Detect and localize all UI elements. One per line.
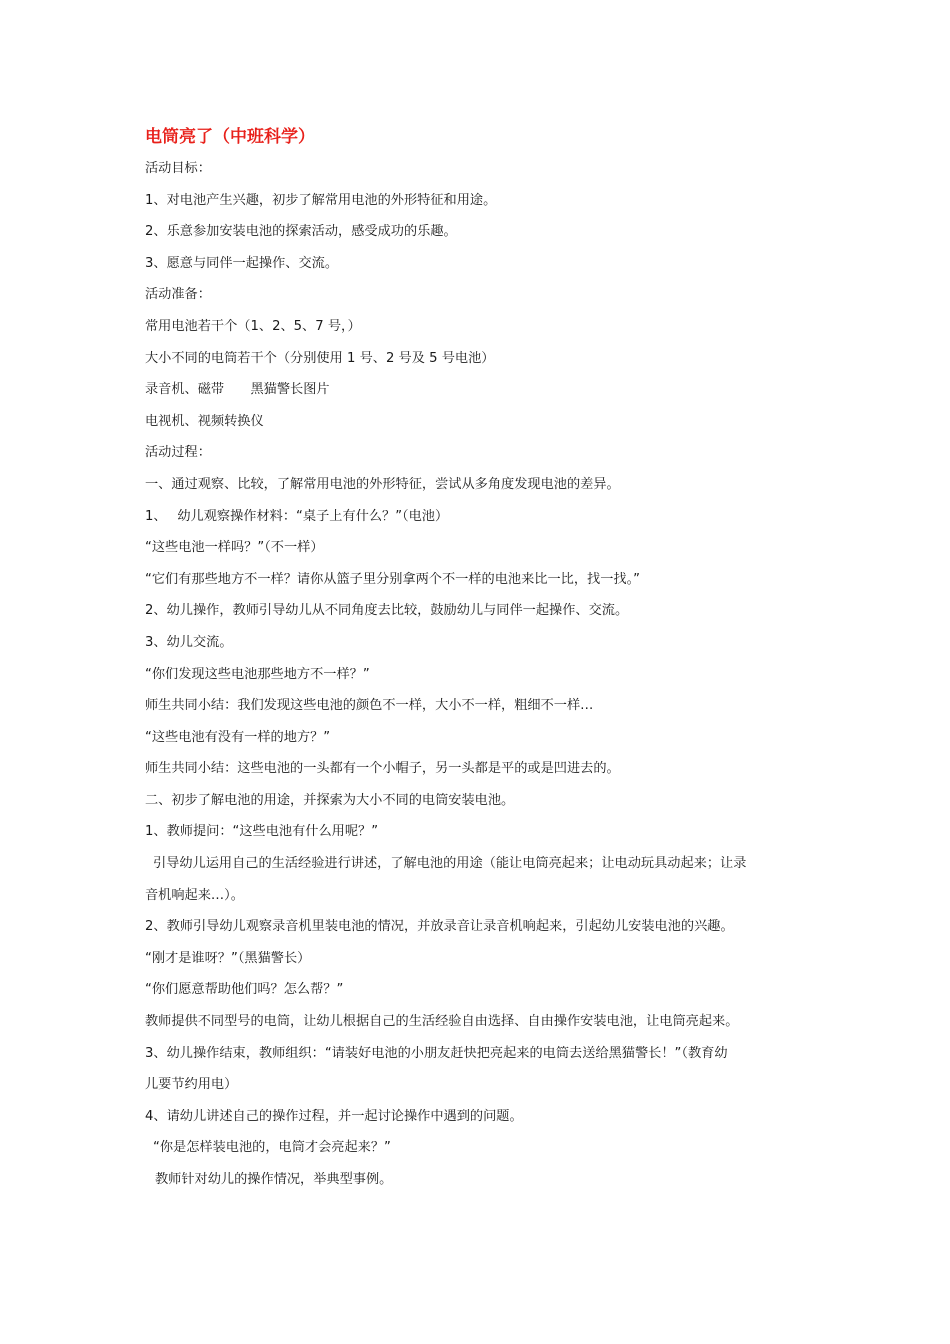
paragraph: 2、教师引导幼儿观察录音机里装电池的情况，并放录音让录音机响起来，引起幼儿安装电池的兴趣。 — [145, 919, 734, 935]
paragraph: “这些电池一样吗？”（不一样） — [145, 540, 324, 556]
paragraph: 2、幼儿操作，教师引导幼儿从不同角度去比较，鼓励幼儿与同伴一起操作、交流。 — [145, 603, 629, 619]
paragraph: 二、初步了解电池的用途，并探索为大小不同的电筒安装电池。 — [145, 792, 515, 808]
paragraph: 音机响起来…）。 — [145, 887, 244, 903]
paragraph: 1、 幼儿观察操作材料：“桌子上有什么？”（电池） — [145, 508, 449, 524]
paragraph: 教师针对幼儿的操作情况，举典型事例。 — [155, 1172, 393, 1187]
paragraph: “你们愿意帮助他们吗？怎么帮？” — [145, 982, 344, 998]
paragraph: 教师提供不同型号的电筒，让幼儿根据自己的生活经验自由选择、自由操作安装电池，让电筒亮起来。 — [145, 1014, 739, 1030]
paragraph: 儿要节约用电） — [145, 1077, 238, 1093]
paragraph: 常用电池若干个（1、2、5、7 号，） — [145, 318, 361, 334]
paragraph: 一、通过观察、比较，了解常用电池的外形特征，尝试从多角度发现电池的差异。 — [145, 476, 620, 492]
paragraph: 大小不同的电筒若干个（分别使用 1 号、2 号及 5 号电池） — [145, 350, 495, 366]
paragraph: “它们有那些地方不一样？请你从篮子里分别拿两个不一样的电池来比一比，找一找。” — [145, 571, 640, 587]
paragraph: 3、愿意与同伴一起操作、交流。 — [145, 255, 339, 271]
paragraph: 1、教师提问：“这些电池有什么用呢？” — [145, 824, 379, 840]
paragraph: 电视机、视频转换仪 — [145, 413, 264, 429]
document-page — [145, 124, 810, 1196]
paragraph: “这些电池有没有一样的地方？” — [145, 729, 331, 745]
paragraph: 引导幼儿运用自己的生活经验进行讲述，了解电池的用途（能让电筒亮起来；让电动玩具动起来；让录 — [153, 856, 747, 872]
document-title: 电筒亮了（中班科学） — [145, 127, 315, 147]
section-heading-goals: 活动目标： — [145, 161, 211, 176]
paragraph: “你们发现这些电池那些地方不一样？” — [145, 666, 370, 682]
section-heading-preparation: 活动准备： — [145, 287, 211, 303]
paragraph: 3、幼儿交流。 — [145, 634, 233, 650]
paragraph: 1、对电池产生兴趣，初步了解常用电池的外形特征和用途。 — [145, 192, 497, 208]
section-heading-process: 活动过程： — [145, 445, 211, 461]
paragraph: 师生共同小结：我们发现这些电池的颜色不一样，大小不一样，粗细不一样… — [145, 698, 594, 714]
paragraph: 2、乐意参加安装电池的探索活动，感受成功的乐趣。 — [145, 224, 457, 240]
paragraph: “刚才是谁呀？”（黑猫警长） — [145, 950, 311, 966]
paragraph: 师生共同小结：这些电池的一头都有一个小帽子，另一头都是平的或是凹进去的。 — [145, 761, 620, 777]
paragraph: “你是怎样装电池的，电筒才会亮起来？” — [153, 1140, 391, 1156]
paragraph: 4、请幼儿讲述自己的操作过程，并一起讨论操作中遇到的问题。 — [145, 1108, 523, 1124]
paragraph: 3、幼儿操作结束，教师组织：“请装好电池的小朋友赶快把亮起来的电筒去送给黑猫警长！”（教育幼 — [145, 1045, 728, 1061]
paragraph: 录音机、磁带 黑猫警长图片 — [145, 382, 330, 398]
